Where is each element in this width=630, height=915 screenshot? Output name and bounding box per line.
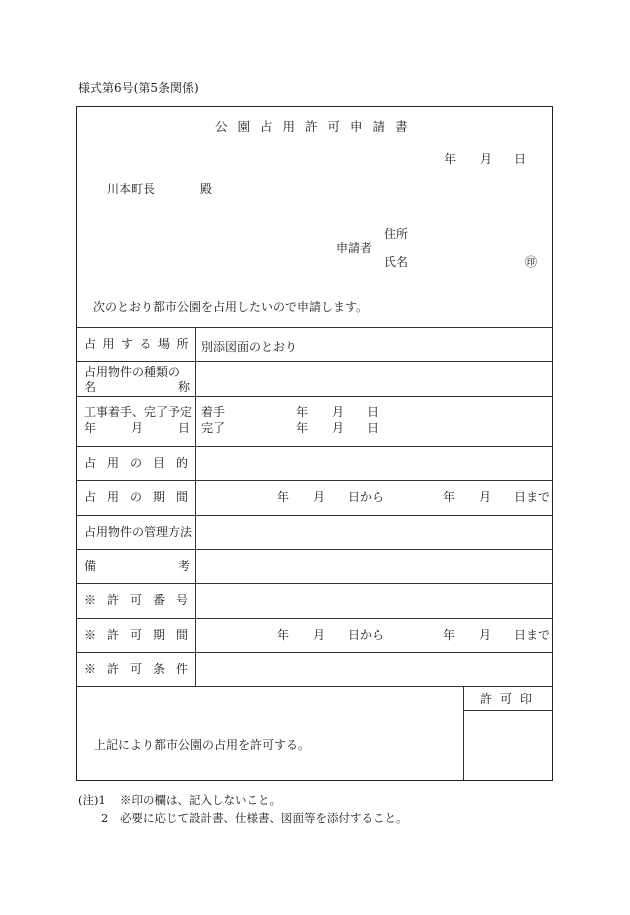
permit-to-day: 日まで [514,628,551,642]
permit-seal-header: 許可印 [480,692,541,706]
permit-conditions-label: ※許可条件 [84,662,200,676]
permit-to-year: 年 [443,628,456,642]
note-1-text: ※印の欄は、記入しないこと。 [120,793,281,807]
label-year: 年 [84,421,97,435]
construction-label-line2 [84,422,190,434]
seal-mark: ㊞ [525,255,538,269]
divider [76,618,553,619]
kind-label-line2 [84,381,190,393]
column-divider [463,686,464,781]
application-form [76,106,553,781]
permit-to-month: 月 [479,628,492,642]
date-month: 月 [480,152,493,166]
divider [463,710,553,711]
note-2-text: 必要に応じて設計書、仕様書、図面等を添付すること。 [120,811,408,825]
honorific: 殿 [200,182,213,196]
divider [76,583,553,584]
period-to-day: 日まで [514,490,551,504]
divider [76,515,553,516]
remarks-char: 備 [84,559,97,573]
addressee: 川本町長 [107,182,156,196]
kind-label-char: 称 [177,380,190,394]
remarks-char: 考 [177,559,190,573]
finish-label: 完了 [201,421,226,435]
place-value: 別添図面のとおり [201,340,298,354]
kind-label-char: 名 [84,380,97,394]
note-2-prefix: 2 [101,811,109,825]
applicant-label: 申請者 [336,241,373,255]
period-to-month: 月 [479,490,492,504]
divider [76,361,553,362]
date-day: 日 [514,152,527,166]
label-day: 日 [177,421,190,435]
name-label: 氏名 [384,255,409,269]
approval-text: 上記により都市公園の占用を許可する。 [94,738,311,752]
divider [76,327,553,328]
request-text: 次のとおり都市公園を占用したいので申請します。 [93,300,369,314]
period-to-year: 年 [443,490,456,504]
finish-month: 月 [332,421,345,435]
note-1-prefix: (注)1 [78,793,106,807]
divider [76,652,553,653]
permit-from-year: 年 [277,628,290,642]
divider [76,396,553,397]
finish-day: 日 [367,421,380,435]
address-label: 住所 [384,227,409,241]
period-from-month: 月 [313,490,326,504]
start-year: 年 [296,405,309,419]
permit-from-month: 月 [313,628,326,642]
permit-from-day: 日から [348,628,385,642]
permit-period-label: ※許可期間 [84,628,200,642]
label-month: 月 [130,421,143,435]
divider [76,686,553,687]
period-from-day: 日から [348,490,385,504]
remarks-label [84,560,190,572]
permit-number-label: ※許可番号 [84,593,200,607]
purpose-label: 占用の目的 [84,456,200,470]
divider [76,446,553,447]
start-day: 日 [367,405,380,419]
start-label: 着手 [201,405,226,419]
date-year: 年 [444,152,457,166]
kind-label-line1: 占用物件の種類の [84,365,181,379]
form-number: 様式第6号(第5条関係) [78,81,199,95]
divider [76,480,553,481]
management-label: 占用物件の管理方法 [84,525,193,539]
place-label: 占用する場所 [84,337,196,351]
period-label: 占用の期間 [84,490,200,504]
period-from-year: 年 [277,490,290,504]
form-title: 公園占用許可申請書 [215,119,418,134]
finish-year: 年 [296,421,309,435]
divider [76,549,553,550]
start-month: 月 [332,405,345,419]
construction-label-line1: 工事着手、完了予定 [84,405,193,419]
